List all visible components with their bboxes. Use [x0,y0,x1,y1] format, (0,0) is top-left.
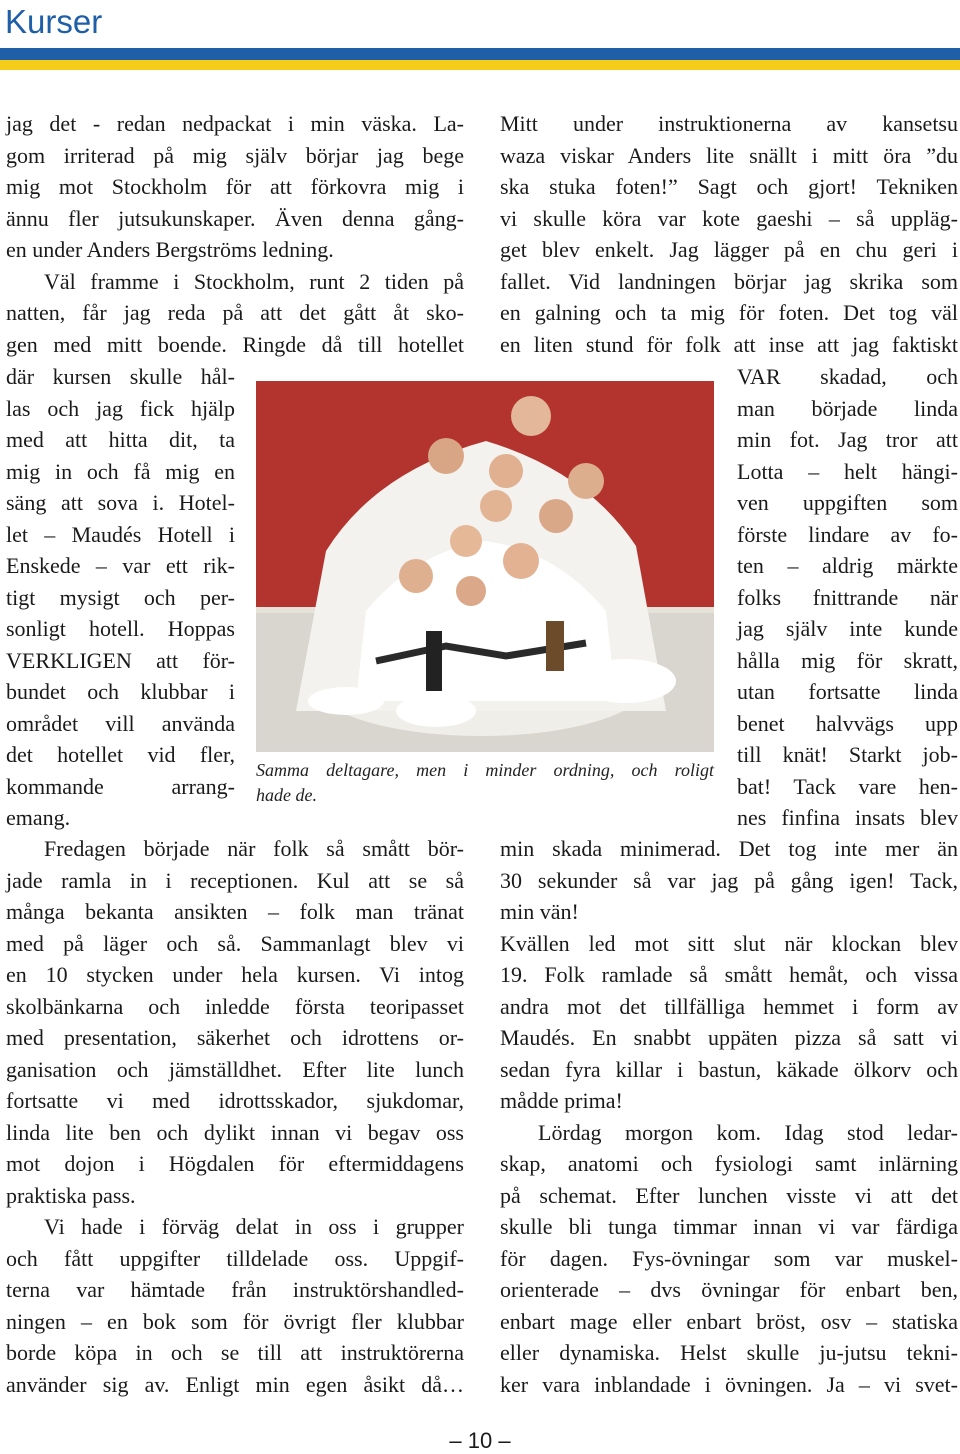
text-line: VERKLIGEN att för- [6,647,235,673]
text-line: Vi hade i förväg delat in oss i grupper [44,1214,464,1239]
text-line: min vän! [500,899,579,924]
text-line: VAR skadad, och [737,364,958,389]
text-line: ska stuka foten!” Sagt och gjort! Tekniken [500,174,958,199]
text-line: sonligt hotell. Hoppas [6,616,235,641]
caption-line: Samma deltagare, men i minder ordning, och roligt [256,760,714,780]
text-line: man började linda [737,395,958,421]
text-line: fortsatte vi med idrottsskador, sjukdomar, [6,1088,464,1113]
text-line: Enskede – var ett rik- [6,553,235,578]
text-line: praktiska pass. [6,1182,136,1208]
text-line: bat! Tack vare hen- [737,773,958,799]
text-line: ännu fler jutsukunskaper. Även denna gång- [6,205,464,231]
text-line: mot dojon i Högdalen för eftermiddagens [6,1151,464,1176]
text-line: mådde prima! [500,1088,623,1113]
text-line: många bekanta ansikten – folk man tränat [6,899,464,924]
text-line: en galning och ta mig för foten. Det tog väl [500,300,958,325]
text-line: min fot. Jag tror att [737,427,958,452]
text-line: skap, anatomi och fysiologi samt inlärning [500,1151,958,1176]
text-line: gen med mitt boende. Ringde då till hotellet [6,331,464,357]
text-line: tigt mysigt och per- [6,584,235,610]
text-line: 19. Folk ramlade så smått hemåt, och vissa [500,962,958,987]
article-left-bottom [6,833,464,1400]
text-line: det hotellet vid fler, [6,742,235,767]
text-line: jade ramla in i receptionen. Kul att se så [6,867,464,893]
text-line: ganisation och jämställdhet. Efter lite lunch [6,1056,464,1082]
text-line: för dagen. Fys-övningar som var muskel- [500,1245,958,1271]
text-line: förste lindare av fo- [737,521,958,547]
text-line: fallet. Vid landningen börjar jag skrika som [500,268,958,294]
text-line: enbart mage eller enbart bröst, osv – statiska [500,1308,958,1334]
text-line: en liten stund för folk att inse att jag faktiskt [500,331,958,357]
text-line: let – Maudés Hotell i [6,521,235,547]
text-line: skulle bli tunga timmar innan vi var färdiga [500,1214,958,1239]
text-line: ven uppgiften som [737,490,958,515]
text-line: en under Anders Bergströms ledning. [6,237,334,262]
text-line: och fått uppgifter tilldelade oss. Uppgif- [6,1245,464,1271]
header-band-yellow [0,60,960,70]
text-line: området vill använda [6,710,235,736]
text-line: borde köpa in och se till att instruktörerna [6,1340,464,1365]
text-line: sedan fyra killar i bastun, käkade ölkorv och [500,1056,958,1082]
text-line: med att hitta dit, ta [6,427,235,452]
text-line: med på läger och så. Sammanlagt blev vi [6,930,464,956]
text-line: jag själv inte kunde [737,616,958,641]
text-line: Lotta – helt hängi- [737,458,958,484]
text-line: jag det - redan nedpackat i min väska. La- [6,111,464,136]
text-line: andra mot det tillfälliga hemmet i form av [500,993,958,1019]
text-line: orienterade – dvs övningar för enbart ben, [500,1277,958,1302]
text-line: Kvällen led mot sitt slut när klockan blev [500,930,958,956]
caption-line: hade de. [256,785,317,805]
text-line: skolbänkarna och inledde första teoripasset [6,993,464,1019]
text-line: använder sig av. Enligt min egen åsikt då… [6,1371,464,1397]
text-line: mig in och få mig en [6,458,235,484]
text-line: ningen – en bok som för övrigt fler klubbar [6,1308,464,1334]
text-line: med presentation, säkerhet och idrottens or- [6,1025,464,1050]
text-line: bundet och klubbar i [6,679,235,704]
text-line: Mitt under instruktionerna av kansetsu [500,111,958,136]
text-line: min skada minimerad. Det tog inte mer än [500,836,958,861]
text-line: linda lite ben och dylikt innan vi begav oss [6,1119,464,1145]
page-number: – 10 – [449,1428,511,1453]
text-line: säng att sova i. Hotel- [6,490,235,515]
text-line: natten, får jag reda på att det gått åt sko- [6,300,464,325]
text-line: nes finfina insats blev [737,805,958,830]
text-line: till knät! Starkt job- [737,742,958,767]
text-line: benet halvvägs upp [737,710,958,736]
article-right-top [500,108,958,360]
text-line: på schemat. Efter lunchen visste vi att det [500,1182,958,1208]
text-line: mig mot Stockholm för att förkovra mig i [6,174,464,199]
text-line: utan fortsatte linda [737,679,958,704]
text-line: en 10 stycken under hela kursen. Vi intog [6,962,464,987]
text-line: las och jag fick hjälp [6,395,235,421]
text-line: waza viskar Anders lite snällt i mitt öra ”du [500,142,958,168]
article-left-top [6,108,464,360]
text-line: gom irriterad på mig själv börjar jag bege [6,142,464,168]
text-line: Fredagen började när folk så smått bör- [44,836,464,861]
text-line: hålla mig för skratt, [737,647,958,673]
text-line: eller dynamiska. Helst skulle ju-jutsu tekni- [500,1340,958,1365]
text-line: ker vara inblandade i övningen. Ja – vi svet- [500,1371,958,1397]
text-line: terna var hämtade från instruktörshandled- [6,1277,464,1302]
section-title: Kurser [5,3,103,40]
text-line: Maudés. En snabbt uppäten pizza så satt vi [500,1025,958,1050]
photo-caption [256,758,714,808]
header-band-blue [0,48,960,60]
text-line: 30 sekunder så var jag på gång igen! Tack, [500,867,958,893]
text-line: emang. [6,805,71,830]
text-line: Lördag morgon kom. Idag stod ledar- [538,1119,958,1145]
text-line: där kursen skulle hål- [6,364,235,389]
article-right-narrow [737,361,958,834]
text-line: folks fnittrande när [737,584,958,610]
text-line: get blev enkelt. Jag lägger på en chu geri i [500,237,958,262]
text-line: ten – aldrig märkte [737,553,958,578]
text-line: Väl framme i Stockholm, runt 2 tiden på [44,268,464,294]
article-right-bottom [500,833,958,1400]
article-left-narrow [6,361,235,834]
text-line: vi skulle köra var kote gaeshi – så uppläg- [500,205,958,231]
text-line: kommande arrang- [6,773,235,799]
group-photo [256,381,714,752]
